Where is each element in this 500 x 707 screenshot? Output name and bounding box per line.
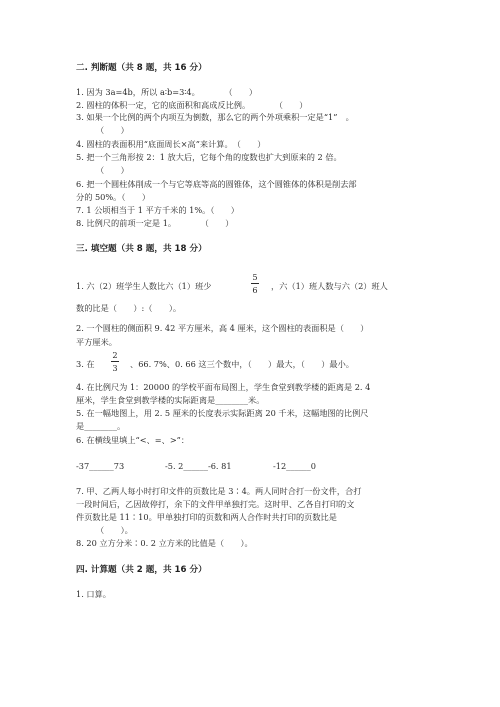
compare-blank-2: -5. 2______-6. 81 (165, 461, 232, 471)
section-heading-calc: 四. 计算题（共 2 题，共 16 分） (76, 565, 207, 575)
judgment-item-3: 3. 如果一个比例的两个内项互为倒数，那么它的两个外项乘积一定是“1” 。 (76, 112, 354, 122)
fill-item-1-c: 数的比是（ ）:（ ）。 (76, 303, 182, 313)
fill-item-7: 7. 甲、乙两人每小时打印文件的页数比是 3∶4。两人同时合打一份文件，合打 (76, 486, 362, 496)
calc-item-1: 1. 口算。 (76, 589, 111, 599)
fill-item-7-cont-1: 一段时间后，乙因故停打，余下的文件甲单独打完。这时甲、乙各自打印的文 (76, 499, 355, 509)
judgment-item-5-answer: （ ） (96, 165, 129, 175)
fraction-numerator: 2 (112, 350, 118, 360)
judgment-item-3-answer: （ ） (96, 125, 129, 135)
compare-blank-3: -12______0 (273, 461, 316, 471)
section-heading-fill: 三. 填空题（共 8 题，共 18 分） (76, 244, 207, 254)
fraction-denominator: 6 (252, 285, 258, 295)
fill-item-7-cont-2: 件页数比是 11∶10。甲单独打印的页数和两人合作时共打印的页数比是 (76, 512, 337, 522)
fill-item-1-b: ，六（1）班人数与六（2）班人 (271, 281, 388, 291)
fill-item-3-b: 、66. 7%、0. 66 这三个数中，（ ）最大，（ ）最小。 (130, 359, 354, 369)
fill-item-6: 6. 在横线里填上“<、=、>”： (76, 435, 190, 445)
fill-item-5-cont: 是________。 (76, 421, 126, 431)
fill-item-1-a: 1. 六（2）班学生人数比六（1）班少 (76, 281, 212, 291)
judgment-item-6: 6. 把一个圆柱体削成一个与它等底等高的圆锥体，这个圆锥体的体积是削去部 (76, 179, 357, 189)
section-heading-judgment: 二. 判断题（共 8 题，共 16 分） (76, 63, 207, 73)
fraction-numerator: 5 (252, 272, 258, 282)
fill-item-5: 5. 在一幅地图上，用 2. 5 厘米的长度表示实际距离 20 千米，这幅地图的比例尺 (76, 408, 369, 418)
fill-item-4: 4. 在比例尺为 1：20000 的学校平面布局图上，学生食堂到教学楼的距离是 2. 4 (76, 382, 371, 392)
judgment-item-2: 2. 圆柱的体积一定，它的底面积和高成反比例。 （ ） (76, 100, 308, 110)
fill-item-2-cont: 平方厘米。 (76, 337, 117, 347)
judgment-item-7: 7. 1 公顷相当于 1 平方千米的 1%。（ ） (76, 205, 239, 215)
judgment-item-6-cont: 分的 50%。（ ） (76, 192, 151, 202)
compare-blank-1: -37______73 (76, 461, 125, 471)
fraction-denominator: 3 (112, 363, 118, 373)
fraction-bar (251, 283, 259, 284)
judgment-item-5: 5. 把一个三角形按 2：1 放大后，它每个角的度数也扩大到原来的 2 倍。 (76, 152, 342, 162)
judgment-item-4: 4. 圆柱的表面积用“底面周长×高”来计算。 （ ） (76, 139, 266, 149)
fraction-five-sixths (250, 272, 260, 295)
fraction-bar (111, 361, 119, 362)
fill-item-3-a: 3. 在 (76, 359, 95, 369)
fill-item-2: 2. 一个圆柱的侧面积 9. 42 平方厘米，高 4 厘米，这个圆柱的表面积是（ ） (76, 323, 369, 333)
fill-item-8: 8. 20 立方分米∶0. 2 立方米的比值是（ ）。 (76, 538, 253, 548)
fill-item-7-answer: （ ）。 (96, 525, 133, 535)
judgment-item-8: 8. 比例尺的前项一定是 1。 （ ） (76, 218, 234, 228)
judgment-item-1: 1. 因为 3a=4b，所以 a∶b=3∶4。 （ ） (76, 87, 258, 97)
fraction-two-thirds (110, 350, 120, 373)
fill-item-4-cont: 厘米，学生食堂到教学楼的实际距离是________米。 (76, 395, 265, 405)
